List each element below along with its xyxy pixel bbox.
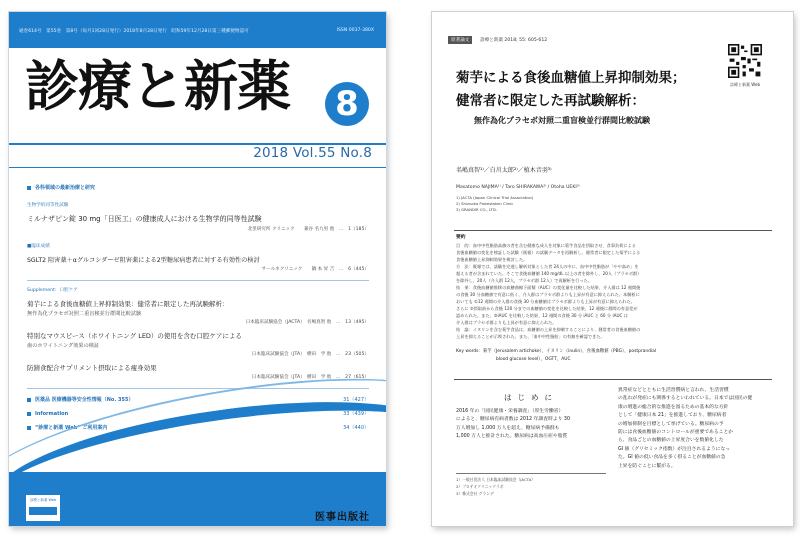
intro-heading: はじめに [504,393,558,402]
affiliation: 3) GRANDIR CO., LTD. [456,207,498,212]
footnote-rule [456,473,606,474]
cover-publication-info: 通巻614号 第55巻 第8号（毎月1回28日発行）2018年8月28日発行 昭和59年12月28日第三種郵便物認可 [19,29,249,34]
article-type-tag: 原著論文 [448,36,472,44]
article-authors: 名嶋真智¹⁾／白川太郎²⁾／植木音羽³⁾ [456,167,552,174]
toc-article-author: 日本臨床試験協会（JACTA） 名嶋真智 他 … 13（495） [245,320,369,325]
footnote: 1）一般社団法人 日本臨床試験協会（JACTA） [456,477,536,482]
abstract-line: 上昇を抑えることが示唆された。また、「血中中性脂肪」の有無を確認できた。 [456,334,605,339]
article-subtitle: 無作為化プラセボ対照二重盲検並行群間比較試験 [474,115,650,125]
keywords-continued: blood glucose level），OGTT，AUC [496,357,571,362]
abstract-heading: 要約 [456,235,466,240]
square-bullet-icon [27,186,31,190]
keywords: Key words：菊芋（Jerusalem artichoke），イヌリン（inulin），食後血糖値（PBG），postprandial [456,349,657,354]
article-authors-en: Masatomo NAJIMA¹⁾ / Taro SHIRAKAWA²⁾ / Otoha UEKI³⁾ [456,185,580,190]
toc-article-subtitle: 無作為化プラセボ対照二重盲検並行群間比較試験 [27,311,142,317]
article-header: 診療と新薬 2018; 55: 605-612 [480,38,548,43]
abstract-line: 結 果：食後血糖値推移の血糖曲線下面積（AUC）の変化量を比較した結果、介入群は 12 週間後 [456,285,641,290]
toc-section-heading: 各科領域の最新治療と研究 [27,184,369,191]
affiliation: 2) Shizuoka Protestaken Clinic [456,201,514,206]
issue-number-badge: 8 [325,82,369,126]
square-bullet-icon [27,398,31,402]
square-bullet-icon [27,412,31,416]
footnote: 2）プロテオクリニックラボ [456,484,504,489]
cover-issn: ISSN 0037-380X [336,28,374,33]
footnote: 3）株式会社 グランデ [456,491,494,496]
toc-subheading: ■臨床成績 [27,244,50,249]
abstract-line: 介入群はプラセボ群よりも上昇が有意に抑えられた。 [456,320,557,325]
abstract-line: を除外し、20人（介入群 12人，プラセボ群 12人）で再解析を行った。 [456,278,592,283]
toc-article-subtitle: 歯のホワイトニング効果の検証 [27,343,100,349]
body-column-right: 異常症などとともに生活習慣病と言われ、生活習慣 の乱れが発症にも関係するといわれている。日本では国民の健 康の増進の総合的な推進を図るための基本的な方針 として「健康日本 21」を推進しており、糖尿病者 の増加抑制を目標として挙げている。糖尿病の予 防には食後血糖値のコントロールが重要であることか ら、食品ごとの血糖値の上昇度合いを数値化した GI 値（グリセミック指数）が注目されるようになっ た。GI 値の低い食品を多く摂ることが血糖値の急 上昇を防ぐことに繋がる。 [618,388,753,469]
toc-article-title: ミルナザピン錠 30 mg「日医工」の健康成人における生物学的同等性試験 [27,215,262,223]
abstract-line: おいても ①12 週間の介入群の食後 30 分血糖値はプラセボ群よりも上昇が有意に抑えられた。 [456,299,635,304]
abstract-line: 方 法：既報では、試験を完遂し解析対象とした者 24人の中に、血中中性脂肪が「やや高め」を [456,264,639,269]
toc-nav-row: Information 33（439） [27,410,369,417]
abstract-line: 食後血糖値上昇抑制効果を検討した。 [456,257,528,262]
toc-article-title: 菊芋による食後血糖値上昇抑制効果：健常者に限定した再試験解析： [27,300,229,308]
abstract-line: 目 的：血中中性脂肪高値の者を含む健康な成人を対象に菊芋食品を摂取させ、食事負荷による [456,243,636,248]
abstract-line: 結 論：イヌリンを含む菊芋食品は、血糖値の上昇を抑制することにより、健常者の食後血糖値の [456,327,641,332]
toc-divider [27,280,369,281]
toc-article-title: 防錆食配合サプリメント摂取による痩身効果 [27,364,157,372]
abstract-line: 認められた。また、③iAUC を比較した結果、12 週間の食後 30 分 iAUC と 60 分 iAUC は [456,313,628,318]
square-bullet-icon [27,426,31,430]
toc-nav-row: “診療と新薬 Web” ご利用案内 34（440） [27,424,369,431]
toc-article-title: SGLT2 阻害薬＋αグルコシダーゼ阻害薬による2型糖尿病患者に対する有効性の検討 [27,257,260,264]
volume-line: 2018 Vol.55 No.8 [253,145,372,161]
abstract-line: 食後血糖値の変化を検証した試験（既報）の試験データを再解析し、健常者に限定した菊芋による [456,250,641,255]
toc-nav-row: 医薬品 医療機器等安全性情報（No. 355） 31（427） [27,396,369,403]
publisher-name: 医事出版社 [315,512,370,523]
abstract-line: さらに ②摂取前から食後 120 分までの血糖値の変化を比較した結果、12 週後に群間の有意差が [456,306,638,311]
web-logo: 診療と新薬 Web [25,494,61,522]
toc-article-author: 北里研究所 クリニック 兼谷 名九男 他 … 1（185） [247,227,369,232]
journal-cover [9,12,386,526]
article-title-line: 健常者に限定した再試験解析： [456,93,645,109]
toc-subheading: Supplement：口腔ケア [27,288,78,293]
toc-subheading: 生物学的同等性試験 [27,203,69,208]
article-page [432,12,793,526]
abstract-line: 超える者が含まれていた。そこで食後血糖値 140 mg/dL 以上の者を除外し、20人（プラセボ群） [456,271,642,276]
body-column-left: 2016 年の「国民健康・栄養調査」（厚生労働省） によると、糖尿病有病者数は 2012 年調査時より 30 万人増加し 1,000 万人を超え、糖尿病予備群も 1,000 万人と推計された。糖尿病は高血圧症や脂質 [456,409,571,440]
toc-article-title: 特別なマウスピース（ホワイトニング LED）の使用を含む口腔ケアによる [27,332,242,340]
toc-article-author: 日本臨床試験協会（JTA） 横田 学 他 … 27（615） [251,375,369,380]
toc-article-author: サールネクリニック 鍋 本 昇 吉 … 6（445） [261,267,369,272]
affiliation: 1) JACTA (Japan Clinical Trial Association) [456,195,534,200]
article-title-line: 菊芋による食後血糖値上昇抑制効果； [456,70,686,86]
journal-title: 診療と新薬 [25,55,290,118]
toc-article-author: 日本臨床試験協会（JTA） 横田 学 他 … 23（505） [251,352,369,357]
abstract-line: の食後 30 分血糖値で有意に低く、介入群はプラセボ群よりも上昇が有意に抑えられた。本解析に [456,292,640,297]
qr-label: 診療と新薬 Web [730,82,760,87]
